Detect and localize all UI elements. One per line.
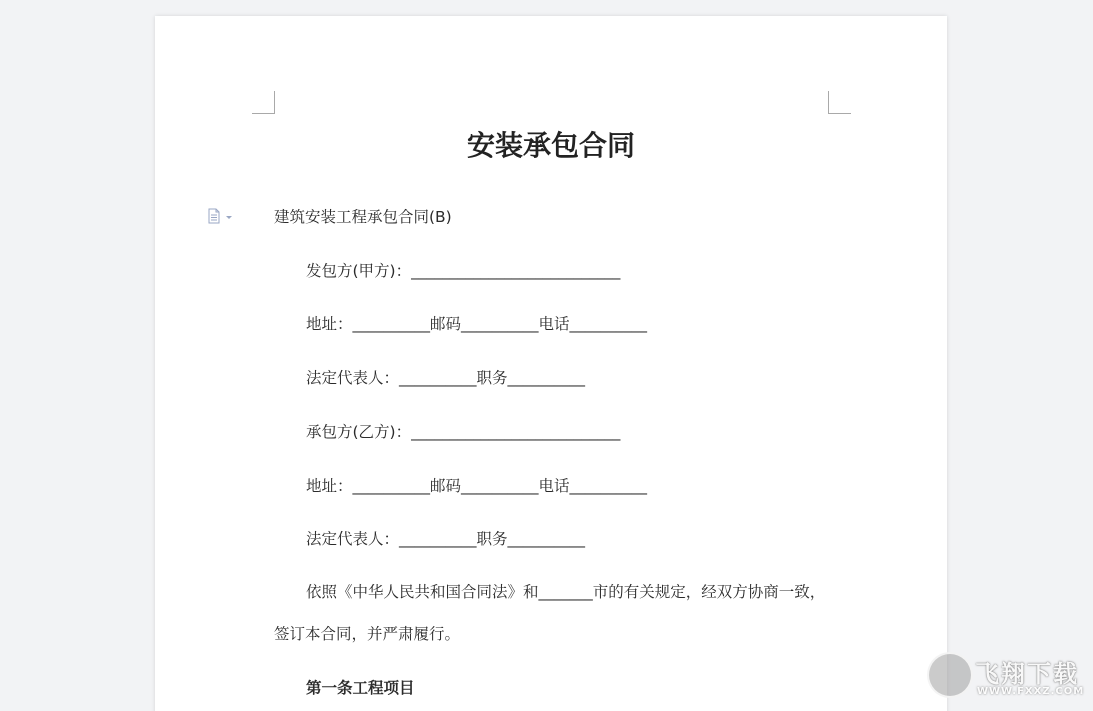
margin-corner-top-left <box>252 91 275 114</box>
margin-corner-top-right <box>828 91 851 114</box>
paragraph-line-1: 建筑安装工程承包合同(B) <box>274 208 452 226</box>
section-heading: 第一条工程项目 <box>306 679 415 697</box>
watermark-url: WWW.FXXZ.COM <box>977 686 1085 697</box>
paragraph-line-7: 法定代表人：__________职务__________ <box>306 530 586 548</box>
paragraph-line-5: 承包方(乙方)：___________________________ <box>306 423 621 441</box>
paragraph-line-4: 法定代表人：__________职务__________ <box>306 369 586 387</box>
document-icon <box>207 208 235 224</box>
paragraph-marker[interactable] <box>207 208 235 224</box>
site-watermark <box>925 650 1093 702</box>
document-page <box>155 16 947 711</box>
watermark-brand: 飞翔下载 <box>975 660 1079 688</box>
paragraph-line-9: 签订本合同，并严肃履行。 <box>274 625 461 643</box>
paragraph-line-8: 依照《中华人民共和国合同法》和_______市的有关规定，经双方协商一致， <box>306 583 826 601</box>
watermark-logo-icon <box>927 652 973 698</box>
paragraph-line-6: 地址：__________邮码__________电话__________ <box>306 477 648 495</box>
caret-down-icon <box>226 216 232 219</box>
paragraph-line-3: 地址：__________邮码__________电话__________ <box>306 315 648 333</box>
document-title: 安装承包合同 <box>466 129 635 162</box>
paragraph-line-2: 发包方(甲方)：___________________________ <box>306 262 621 280</box>
